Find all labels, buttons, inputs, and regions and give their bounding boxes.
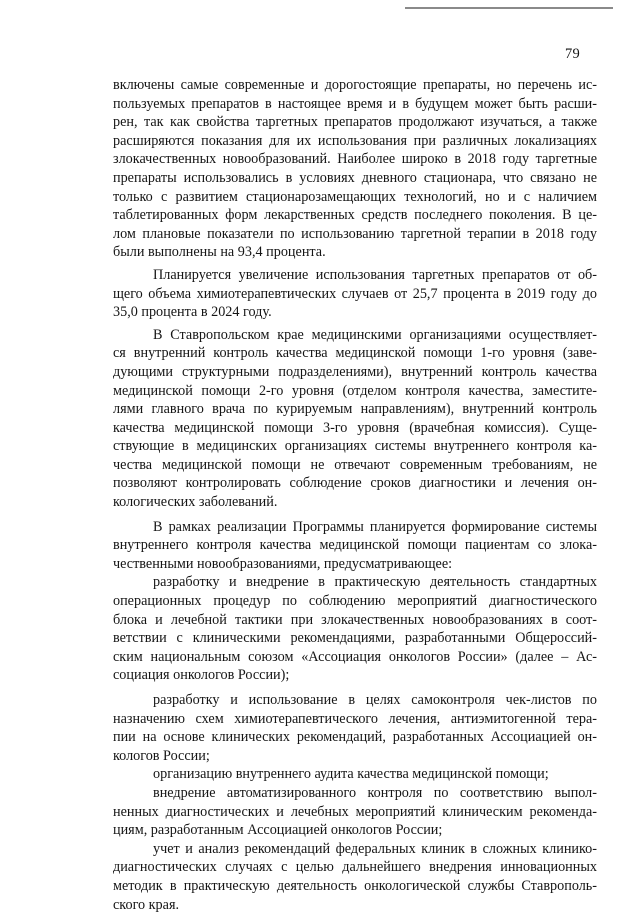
- text-line: щего объема химиотерапевтических случаев от 25,7 процента в 2019 году до: [113, 285, 597, 302]
- list-item-federal-clinics: [113, 840, 597, 914]
- text-line: рен, так как свойства таргетных препаратов продолжают изучаться, а также: [113, 114, 597, 131]
- scan-top-rule: [405, 7, 613, 9]
- text-line: расширяются показания для их использования при различных локализациях: [113, 132, 597, 149]
- text-line: блока и лечебной тактики при злокачественных новообразованиях в соот-: [113, 611, 597, 628]
- text-line: операционных процедур по соблюдению мероприятий диагностического: [113, 593, 597, 610]
- text-line: препараты использовались в условиях дневного стационара, что связано не: [113, 169, 597, 186]
- text-line: организацию внутреннего аудита качества медицинской помощи;: [153, 766, 549, 783]
- text-line: ненных диагностических и лечебных мероприятий клиническим рекоменда-: [113, 803, 597, 820]
- text-line: злокачественных новообразований. Наиболее широко в 2018 году таргетные: [113, 151, 597, 168]
- text-line: диагностических случаях с целью дальнейшего внедрения инновационных: [113, 859, 597, 876]
- text-line: позволяют контролировать соблюдение сроков диагностики и лечения он-: [113, 475, 597, 492]
- document-body: [113, 76, 597, 914]
- text-line: разработку и использование в целях самоконтроля чек-листов по: [153, 692, 597, 708]
- paragraph-targeted-drugs: [113, 76, 597, 262]
- text-line: были выполнены на 93,4 процента.: [113, 244, 326, 261]
- text-line: только с развитием стационарозамещающих технологий, но и с наличием: [113, 188, 597, 205]
- text-line: внедрение автоматизированного контроля по соответствию выпол-: [153, 784, 597, 801]
- text-line: лями главного врача по курируемым направлениям), внутренний контроль: [113, 401, 597, 418]
- text-line: ского края.: [113, 896, 180, 913]
- text-line: ским национальным союзом «Ассоциация онкологов России» (далее – Ас-: [113, 648, 597, 665]
- paragraph-internal-control: [113, 326, 597, 512]
- paragraph-program-system: [113, 518, 597, 574]
- text-line: ствующие в медицинских организациях системы внутреннего контроля ка-: [113, 438, 597, 455]
- list-item-internal-audit: [113, 765, 597, 784]
- text-line: учет и анализ рекомендаций федеральных клиник в сложных клинико-: [153, 840, 597, 857]
- text-line: качества медицинской помощи 3-го уровня (врачебная комиссия). Суще-: [113, 419, 597, 436]
- text-line: Планируется увеличение использования таргетных препаратов от об-: [153, 266, 597, 283]
- text-line: пии на основе клинических рекомендаций, разработанных Ассоциацией он-: [113, 729, 597, 746]
- text-line: лом плановые показатели по использованию таргетной терапии в 2018 году: [113, 225, 597, 242]
- text-line: включены самые современные и дорогостоящие препараты, но перечень ис-: [113, 77, 597, 93]
- text-line: ся внутренний контроль качества медицинской помощи 1-го уровня (заве-: [113, 345, 597, 362]
- text-line: разработку и внедрение в практическую деятельность стандартных: [153, 574, 597, 591]
- text-line: ветствии с клиническими рекомендациями, разработанными Общероссий-: [113, 630, 597, 647]
- text-line: В Ставропольском крае медицинскими организациями осуществляет-: [153, 326, 597, 343]
- text-line: методик в практическую деятельность онкологической службы Ставрополь-: [113, 877, 597, 894]
- list-item-standard-procedures: [113, 573, 597, 685]
- text-line: внутреннего контроля качества медицинской помощи пациентам со злока-: [113, 537, 597, 554]
- text-line: дующими структурными подразделениями), внутренний контроль качества: [113, 363, 597, 380]
- list-item-checklists: [113, 691, 597, 765]
- text-line: циям, разработанным Ассоциацией онкологов России;: [113, 822, 443, 839]
- text-line: 35,0 процента в 2024 году.: [113, 304, 272, 321]
- text-line: назначению схем химиотерапевтического лечения, антиэмитогенной тера-: [113, 710, 597, 727]
- text-line: кологов России;: [113, 747, 210, 764]
- text-line: медицинской помощи 2-го уровня (отделом контроля качества, заместите-: [113, 382, 597, 399]
- text-line: кологических заболеваний.: [113, 494, 278, 511]
- text-line: чества медицинской помощи не отвечают современным требованиям, не: [113, 456, 597, 473]
- page-number: 79: [565, 46, 581, 62]
- text-line: чественными новообразованиями, предусматривающее:: [113, 555, 453, 572]
- text-line: В рамках реализации Программы планируется формирование системы: [153, 518, 597, 535]
- text-line: социация онкологов России);: [113, 667, 290, 684]
- text-line: таблетированных форм лекарственных средств последнего поколения. В це-: [113, 207, 597, 224]
- paragraph-planned-increase: [113, 266, 597, 322]
- text-line: пользуемых препаратов в настоящее время и в будущем может быть расши-: [113, 95, 597, 112]
- list-item-automated-control: [113, 784, 597, 840]
